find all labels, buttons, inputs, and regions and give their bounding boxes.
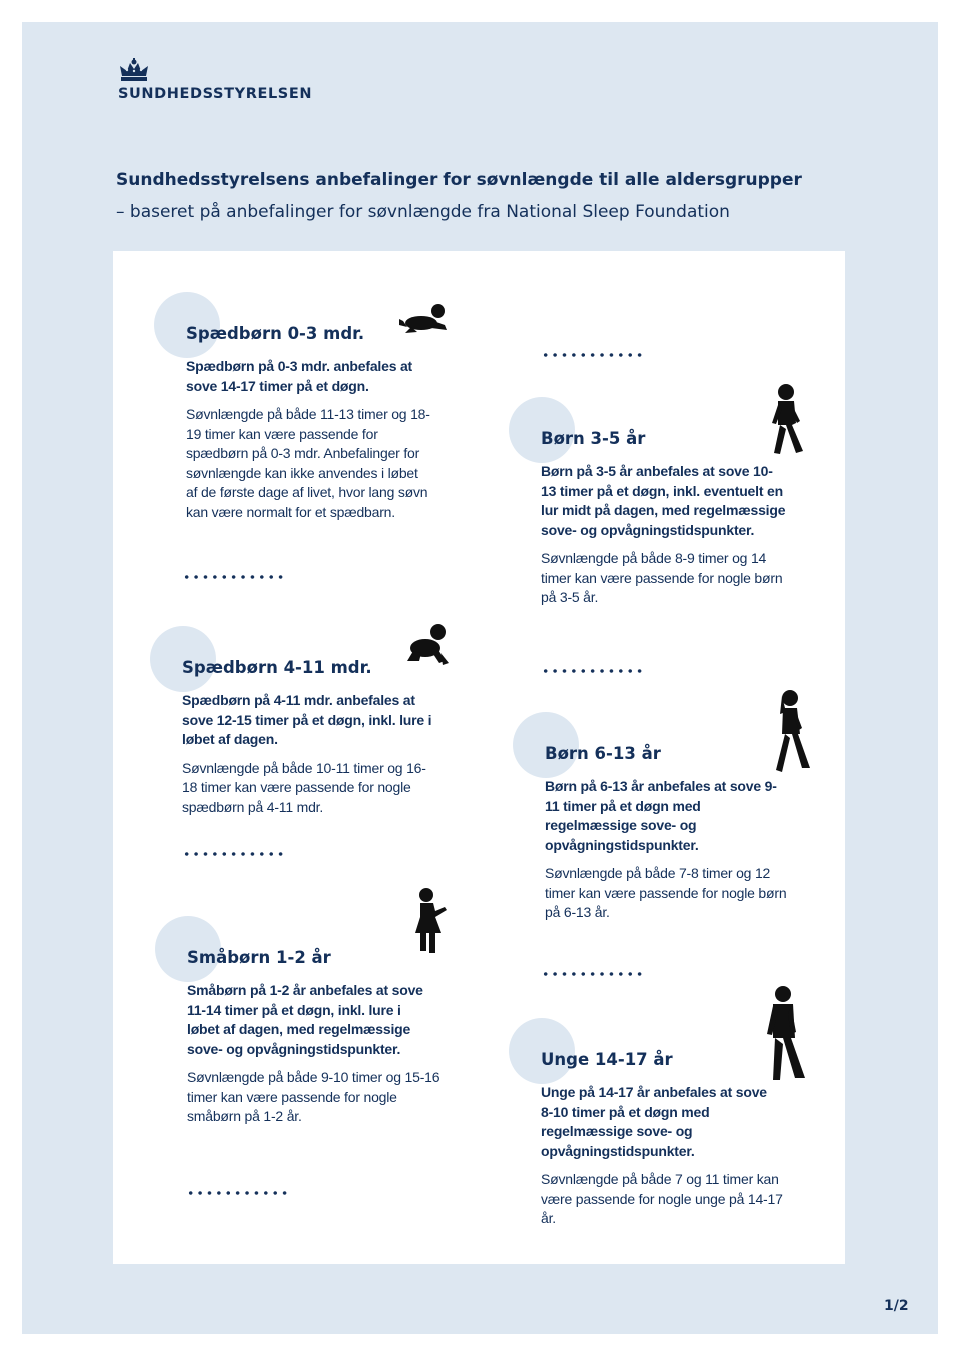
page-subtitle: – baseret på anbefalinger for søvnlængde fra National Sleep Foundation [116, 202, 730, 222]
divider-dots [541, 353, 645, 357]
section-infant-4-11 [182, 658, 482, 826]
section-heading: Spædbørn 0-3 mdr. [186, 324, 365, 343]
section-lead: Spædbørn på 0-3 mdr. anbefales at sove 14-17 timer på et døgn. [186, 358, 413, 394]
divider-dots [541, 972, 645, 976]
section-infant-0-3 [186, 324, 486, 531]
section-heading: Småbørn 1-2 år [187, 948, 331, 967]
logo-text: SUNDHEDSSTYRELSEN [118, 86, 313, 102]
section-lead: Børn på 3-5 år anbefales at sove 10-13 timer på et døgn, inkl. eventuelt en lur midt på dagen, med regelmæssige sove- og opvågningstidspunkter. [541, 463, 786, 538]
page-title: Sundhedsstyrelsens anbefalinger for søvnlængde til alle aldersgrupper [116, 170, 802, 190]
walking-child-icon [768, 383, 806, 457]
divider-dots [182, 575, 286, 579]
crawling-baby-icon [405, 623, 451, 667]
toddler-icon [411, 887, 449, 955]
section-body: Søvnlængde på både 7 og 11 timer kan være passende for nogle unge på 14-17 år. [541, 1171, 783, 1226]
crown-icon [118, 58, 150, 84]
section-body: Søvnlængde på både 10-11 timer og 16-18 timer kan være passende for nogle spædbørn på 4-11 mdr. [182, 759, 426, 815]
section-heading: Børn 6-13 år [545, 744, 661, 763]
section-heading: Børn 3-5 år [541, 429, 646, 448]
section-body: Søvnlængde på både 8-9 timer og 14 timer kan være passende for nogle børn på 3-5 år. [541, 550, 783, 605]
section-child-3-5 [541, 429, 841, 617]
section-lead: Unge på 14-17 år anbefales at sove 8-10 timer på et døgn med regelmæssige sove- og opvågningstidspunkter. [541, 1084, 767, 1159]
divider-dots [186, 1191, 290, 1195]
lying-baby-icon [397, 303, 449, 335]
girl-walking-icon [768, 688, 812, 776]
section-lead: Børn på 6-13 år anbefales at sove 9-11 timer på et døgn med regelmæssige sove- og opvågningstidspunkter. [545, 778, 777, 853]
section-body: Søvnlængde på både 11-13 timer og 18-19 timer kan være passende for spædbørn på 0-3 mdr. Anbefalinger for søvnlængde kan ikke anvendes i løbet af de første dage af livet, hvor lang søvn kan være normalt for et spædbarn. [186, 406, 430, 520]
content-card [113, 251, 845, 1264]
section-lead: Småbørn på 1-2 år anbefales at sove 11-14 timer på et døgn, inkl. lure i løbet af dagen, med regelmæssige sove- og opvågningstidspunkter. [187, 982, 423, 1057]
page-number: 1/2 [884, 1298, 909, 1314]
page-background [22, 22, 938, 1334]
teen-walking-icon [763, 984, 807, 1084]
section-toddler-1-2 [187, 948, 487, 1136]
divider-dots [182, 852, 286, 856]
divider-dots [541, 669, 645, 673]
section-body: Søvnlængde på både 7-8 timer og 12 timer kan være passende for nogle børn på 6-13 år. [545, 865, 787, 920]
section-lead: Spædbørn på 4-11 mdr. anbefales at sove 12-15 timer på et døgn, inkl. lure i løbet af dagen. [182, 692, 432, 747]
section-body: Søvnlængde på både 9-10 timer og 15-16 timer kan være passende for nogle småbørn på 1-2 år. [187, 1069, 440, 1124]
section-heading: Unge 14-17 år [541, 1050, 673, 1069]
section-heading: Spædbørn 4-11 mdr. [182, 658, 372, 677]
